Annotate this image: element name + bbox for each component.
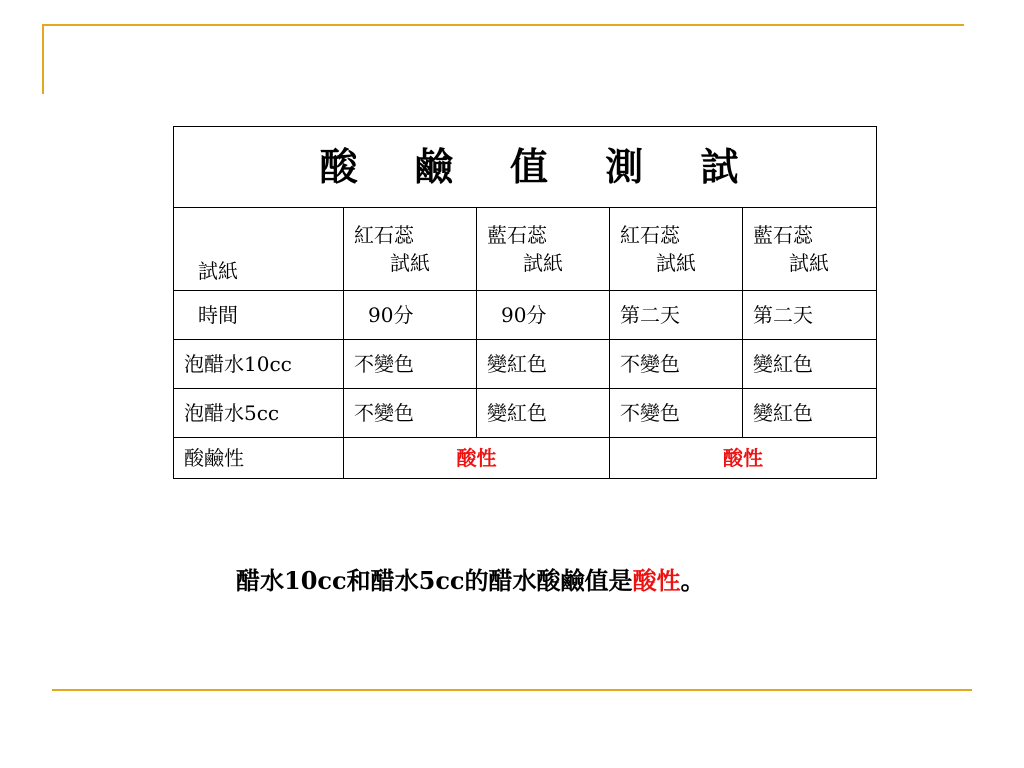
paper-header-line2: 試紙 bbox=[523, 251, 563, 275]
table-title-row bbox=[174, 127, 877, 208]
conclusion-text bbox=[236, 565, 705, 597]
paper-header-line1: 紅石蕊 bbox=[620, 223, 680, 247]
left-border-line bbox=[42, 24, 44, 94]
conclusion-prefix: 醋水10cc和醋水5cc的醋水酸鹼值是 bbox=[236, 566, 633, 595]
time-cell: 90分 bbox=[477, 291, 610, 340]
result-cell: 酸性 bbox=[344, 438, 610, 479]
table-title: 酸 鹼 值 測 試 bbox=[174, 127, 877, 208]
table-cell: 不變色 bbox=[610, 340, 743, 389]
table-cell: 變紅色 bbox=[743, 389, 877, 438]
paper-header-cell bbox=[610, 208, 743, 291]
table-cell: 不變色 bbox=[344, 340, 477, 389]
paper-row bbox=[174, 208, 877, 291]
row-label: 泡醋水5cc bbox=[174, 389, 344, 438]
conclusion-highlight: 酸性 bbox=[632, 566, 681, 595]
time-row-label: 時間 bbox=[174, 291, 344, 340]
table-cell: 變紅色 bbox=[477, 389, 610, 438]
paper-header-line1: 藍石蕊 bbox=[753, 223, 813, 247]
paper-header-line1: 紅石蕊 bbox=[354, 223, 414, 247]
conclusion-suffix: 。 bbox=[680, 566, 705, 595]
result-cell: 酸性 bbox=[610, 438, 877, 479]
table-cell: 不變色 bbox=[610, 389, 743, 438]
paper-header-line2: 試紙 bbox=[656, 251, 696, 275]
ph-test-table bbox=[173, 126, 877, 479]
table-row bbox=[174, 389, 877, 438]
paper-header-cell bbox=[743, 208, 877, 291]
table-cell: 變紅色 bbox=[477, 340, 610, 389]
paper-row-label: 試紙 bbox=[174, 208, 344, 291]
time-cell: 第二天 bbox=[743, 291, 877, 340]
table-cell: 不變色 bbox=[344, 389, 477, 438]
paper-header-cell bbox=[344, 208, 477, 291]
bottom-border-line bbox=[52, 689, 972, 691]
paper-header-cell bbox=[477, 208, 610, 291]
paper-header-line2: 試紙 bbox=[789, 251, 829, 275]
time-row bbox=[174, 291, 877, 340]
paper-header-line2: 試紙 bbox=[390, 251, 430, 275]
time-cell: 90分 bbox=[344, 291, 477, 340]
table-row bbox=[174, 340, 877, 389]
paper-header-line1: 藍石蕊 bbox=[487, 223, 547, 247]
time-cell: 第二天 bbox=[610, 291, 743, 340]
result-row bbox=[174, 438, 877, 479]
top-border-line bbox=[42, 24, 964, 26]
result-row-label: 酸鹼性 bbox=[174, 438, 344, 479]
table-cell: 變紅色 bbox=[743, 340, 877, 389]
row-label: 泡醋水10cc bbox=[174, 340, 344, 389]
